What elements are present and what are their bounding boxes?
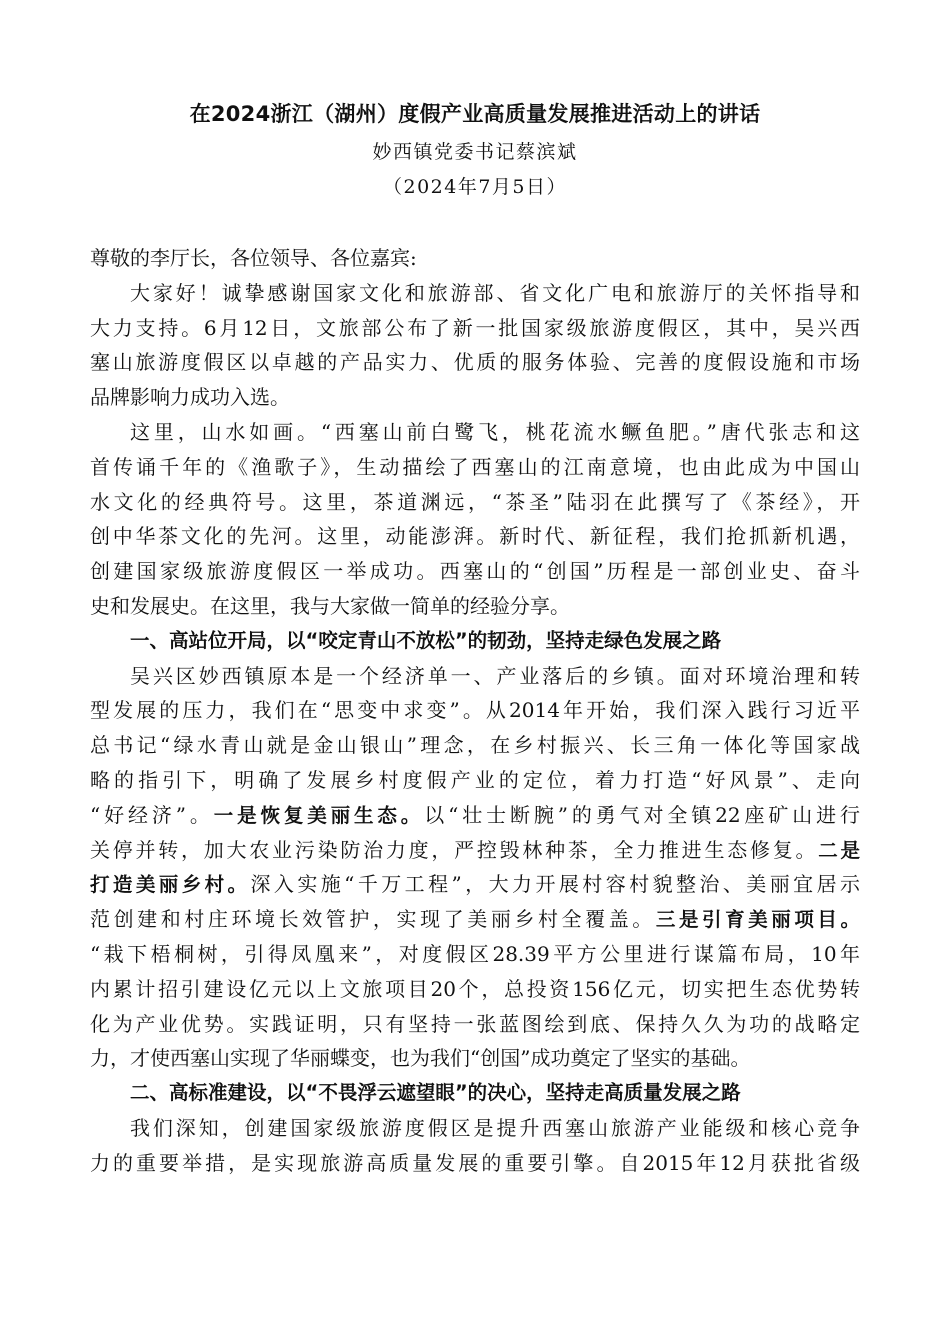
paragraph-line: 略的指引下，明确了发展乡村度假产业的定位，着力打造“好风景”、走向 <box>90 767 860 792</box>
bold-point-1: 一是恢复美丽生态。 <box>213 803 425 827</box>
bold-point-2-start: 二是 <box>818 838 860 862</box>
text-run: 以“壮士断腕”的勇气对全镇22座矿山进行 <box>424 802 860 827</box>
paragraph-line: 大力支持。6月12日，文旅部公布了新一批国家级旅游度假区，其中，吴兴西 <box>90 315 860 340</box>
paragraph-line: “栽下梧桐树，引得凤凰来”，对度假区28.39平方公里进行谋篇布局，10年 <box>90 941 860 966</box>
paragraph-line <box>90 902 860 937</box>
paragraph-line: 品牌影响力成功入选。 <box>90 385 290 410</box>
section-heading-1: 一、高站位开局，以“咬定青山不放松”的韧劲，坚持走绿色发展之路 <box>130 628 722 652</box>
paragraph-line <box>90 798 860 833</box>
paragraph-line: 大家好！诚挚感谢国家文化和旅游部、省文化广电和旅游厅的关怀指导和 <box>130 280 860 305</box>
salutation: 尊敬的李厅长，各位领导、各位嘉宾: <box>90 246 417 270</box>
speech-title: 在2024浙江（湖州）度假产业高质量发展推进活动上的讲话 <box>189 102 761 126</box>
speaker-line: 妙西镇党委书记蔡滨斌 <box>372 141 578 163</box>
paragraph-line: 首传诵千年的《渔歌子》，生动描绘了西塞山的江南意境，也由此成为中国山 <box>90 454 860 479</box>
paragraph-line: 力的重要举措，是实现旅游高质量发展的重要引擎。自2015年12月获批省级 <box>90 1150 860 1175</box>
paragraph-line: 型发展的压力，我们在“思变中求变”。从2014年开始，我们深入践行习近平 <box>90 698 860 723</box>
paragraph-line: 这里，山水如画。“西塞山前白鹭飞，桃花流水鳜鱼肥。”唐代张志和这 <box>130 419 860 444</box>
text-run: 范创建和村庄环境长效管护，实现了美丽乡村全覆盖。 <box>90 907 656 932</box>
text-run: 深入实施“千万工程”，大力开展村容村貌整治、美丽宜居示 <box>250 872 860 897</box>
paragraph-line <box>90 867 860 902</box>
paragraph-line: 力，才使西塞山实现了华丽蝶变，也为我们“创国”成功奠定了坚实的基础。 <box>90 1046 751 1071</box>
paragraph-line: 总书记“绿水青山就是金山银山”理念，在乡村振兴、长三角一体化等国家战 <box>90 733 860 758</box>
paragraph-line: 我们深知，创建国家级旅游度假区是提升西塞山旅游产业能级和核心竞争 <box>130 1115 860 1140</box>
paragraph-line: 化为产业优势。实践证明，只有坚持一张蓝图绘到底、保持久久为功的战略定 <box>90 1011 860 1036</box>
paragraph-line: 史和发展史。在这里，我与大家做一简单的经验分享。 <box>90 593 570 618</box>
bold-point-3: 三是引育美丽项目。 <box>655 908 860 932</box>
paragraph-line: 创建国家级旅游度假区一举成功。西塞山的“创国”历程是一部创业史、奋斗 <box>90 559 860 584</box>
speech-date: （2024年7月5日） <box>382 176 568 198</box>
bold-point-2-end: 打造美丽乡村。 <box>90 873 251 897</box>
paragraph-line: 吴兴区妙西镇原本是一个经济单一、产业落后的乡镇。面对环境治理和转 <box>130 663 860 688</box>
paragraph-line: 塞山旅游度假区以卓越的产品实力、优质的服务体验、完善的度假设施和市场 <box>90 350 860 375</box>
section-heading-2: 二、高标准建设，以“不畏浮云遮望眼”的决心，坚持走高质量发展之路 <box>130 1081 741 1105</box>
paragraph-line: 内累计招引建设亿元以上文旅项目20个，总投资156亿元，切实把生态优势转 <box>90 976 860 1001</box>
text-run: 关停并转，加大农业污染防治力度，严控毁林种茶，全力推进生态修复。 <box>90 837 819 862</box>
paragraph-line: 创中华茶文化的先河。这里，动能澎湃。新时代、新征程，我们抢抓新机遇， <box>90 524 860 549</box>
paragraph-line <box>90 833 860 868</box>
paragraph-line: 水文化的经典符号。这里，茶道渊远，“茶圣”陆羽在此撰写了《茶经》，开 <box>90 489 860 514</box>
text-run: “好经济”。 <box>90 802 214 827</box>
speech-body <box>90 241 860 1181</box>
